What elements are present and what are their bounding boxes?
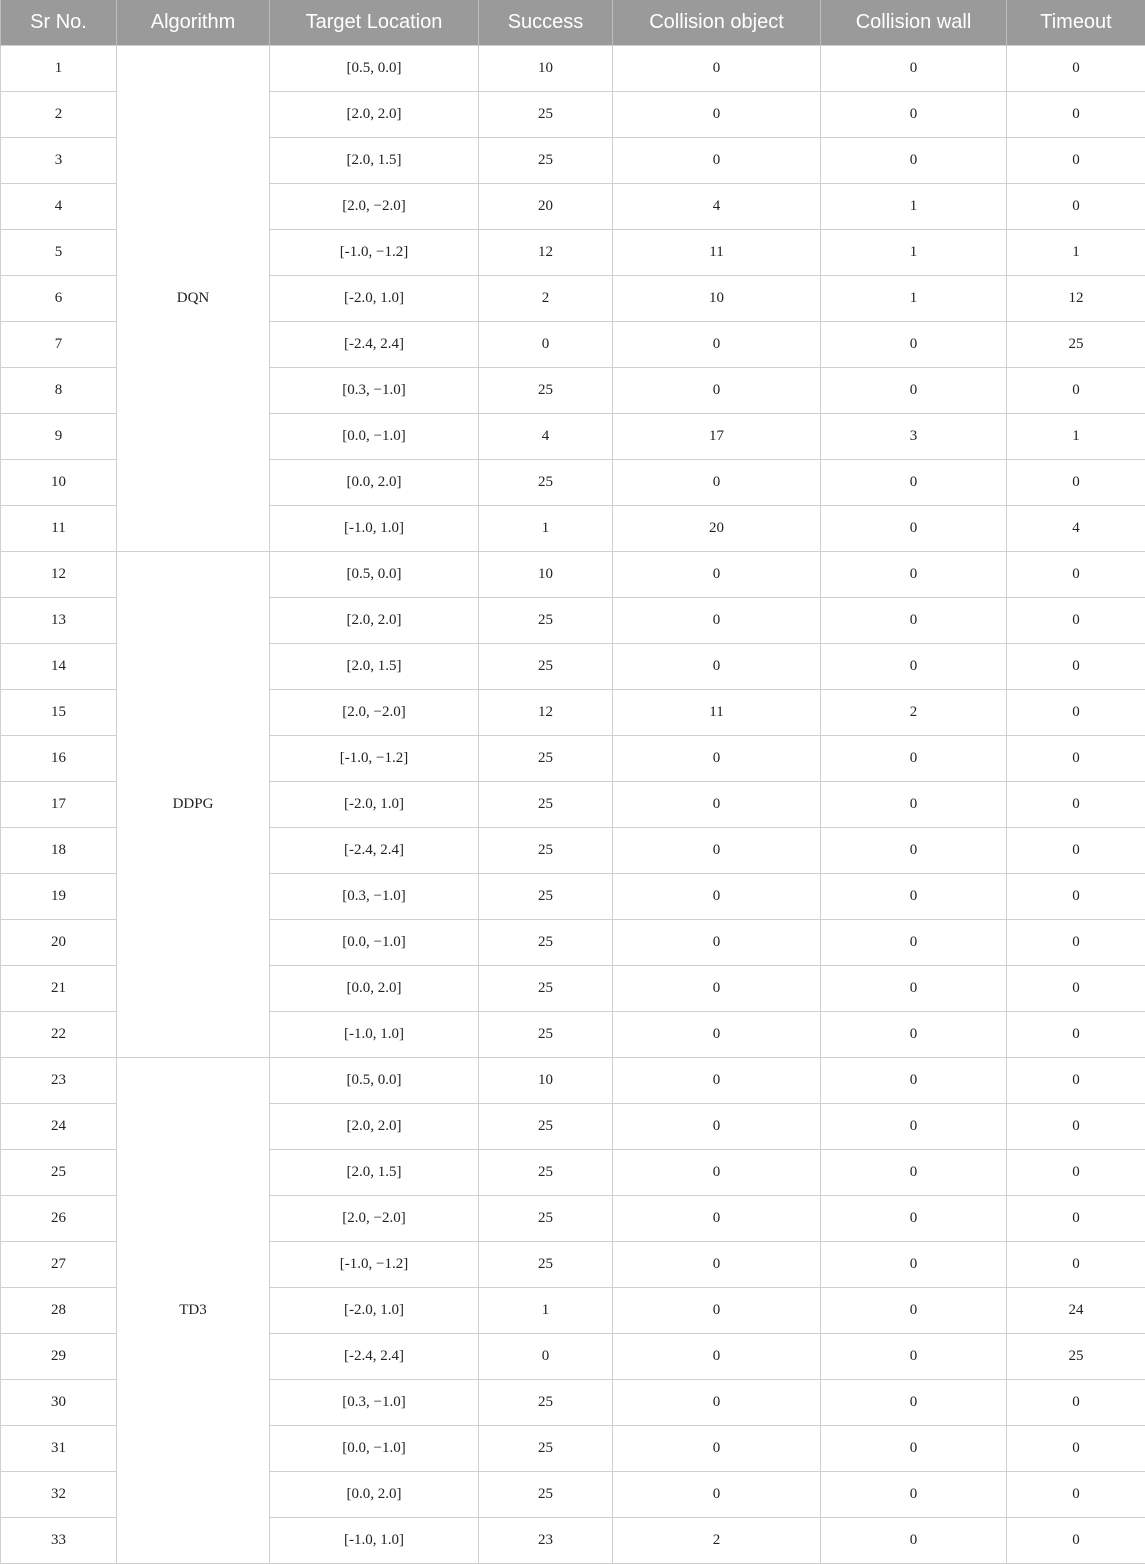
cell-timeout: 0 — [1007, 92, 1145, 138]
cell-collision-object: 20 — [613, 506, 821, 552]
cell-sr-no: 12 — [1, 552, 117, 598]
cell-timeout: 0 — [1007, 874, 1145, 920]
cell-success: 0 — [479, 1334, 613, 1380]
cell-target-location: [2.0, 2.0] — [270, 1104, 479, 1150]
cell-timeout: 0 — [1007, 138, 1145, 184]
cell-algorithm: DDPG — [117, 552, 270, 1058]
cell-sr-no: 29 — [1, 1334, 117, 1380]
cell-target-location: [2.0, 2.0] — [270, 598, 479, 644]
cell-success: 25 — [479, 966, 613, 1012]
cell-target-location: [0.5, 0.0] — [270, 552, 479, 598]
cell-timeout: 24 — [1007, 1288, 1145, 1334]
cell-collision-wall: 0 — [821, 138, 1007, 184]
cell-sr-no: 33 — [1, 1518, 117, 1564]
table-body — [1, 46, 1145, 1564]
cell-success: 25 — [479, 1104, 613, 1150]
cell-collision-wall: 0 — [821, 598, 1007, 644]
cell-collision-wall: 0 — [821, 1518, 1007, 1564]
cell-timeout: 0 — [1007, 828, 1145, 874]
cell-sr-no: 4 — [1, 184, 117, 230]
cell-collision-object: 10 — [613, 276, 821, 322]
cell-sr-no: 22 — [1, 1012, 117, 1058]
cell-algorithm: TD3 — [117, 1058, 270, 1564]
table-row — [1, 1058, 1145, 1104]
cell-target-location: [0.0, 2.0] — [270, 1472, 479, 1518]
cell-timeout: 0 — [1007, 460, 1145, 506]
cell-collision-object: 0 — [613, 322, 821, 368]
cell-collision-wall: 0 — [821, 874, 1007, 920]
cell-target-location: [-1.0, 1.0] — [270, 506, 479, 552]
cell-target-location: [2.0, −2.0] — [270, 184, 479, 230]
cell-collision-object: 0 — [613, 828, 821, 874]
cell-collision-wall: 0 — [821, 966, 1007, 1012]
cell-sr-no: 26 — [1, 1196, 117, 1242]
cell-collision-object: 0 — [613, 552, 821, 598]
cell-timeout: 0 — [1007, 184, 1145, 230]
cell-timeout: 0 — [1007, 1380, 1145, 1426]
cell-sr-no: 31 — [1, 1426, 117, 1472]
cell-collision-object: 0 — [613, 368, 821, 414]
cell-collision-wall: 0 — [821, 92, 1007, 138]
cell-timeout: 0 — [1007, 1012, 1145, 1058]
cell-success: 12 — [479, 690, 613, 736]
cell-success: 25 — [479, 782, 613, 828]
cell-collision-wall: 0 — [821, 1104, 1007, 1150]
cell-success: 25 — [479, 92, 613, 138]
cell-collision-wall: 0 — [821, 1334, 1007, 1380]
cell-sr-no: 18 — [1, 828, 117, 874]
cell-success: 1 — [479, 506, 613, 552]
cell-timeout: 0 — [1007, 1242, 1145, 1288]
cell-collision-wall: 0 — [821, 1150, 1007, 1196]
cell-collision-wall: 0 — [821, 1196, 1007, 1242]
cell-collision-wall: 0 — [821, 460, 1007, 506]
cell-success: 4 — [479, 414, 613, 460]
header-collision-object: Collision object — [613, 0, 821, 46]
cell-sr-no: 25 — [1, 1150, 117, 1196]
cell-timeout: 0 — [1007, 966, 1145, 1012]
cell-success: 10 — [479, 1058, 613, 1104]
cell-target-location: [-1.0, −1.2] — [270, 230, 479, 276]
cell-timeout: 1 — [1007, 414, 1145, 460]
cell-target-location: [-1.0, 1.0] — [270, 1518, 479, 1564]
cell-sr-no: 24 — [1, 1104, 117, 1150]
cell-target-location: [-2.0, 1.0] — [270, 782, 479, 828]
cell-timeout: 0 — [1007, 1426, 1145, 1472]
cell-collision-wall: 0 — [821, 644, 1007, 690]
cell-collision-object: 4 — [613, 184, 821, 230]
header-success: Success — [479, 0, 613, 46]
cell-success: 10 — [479, 46, 613, 92]
cell-collision-object: 0 — [613, 460, 821, 506]
cell-collision-object: 0 — [613, 920, 821, 966]
cell-collision-object: 0 — [613, 598, 821, 644]
cell-collision-wall: 0 — [821, 1012, 1007, 1058]
cell-sr-no: 32 — [1, 1472, 117, 1518]
cell-collision-object: 0 — [613, 644, 821, 690]
cell-target-location: [2.0, −2.0] — [270, 690, 479, 736]
cell-success: 25 — [479, 828, 613, 874]
cell-sr-no: 28 — [1, 1288, 117, 1334]
header-timeout: Timeout — [1007, 0, 1145, 46]
cell-collision-object: 0 — [613, 1472, 821, 1518]
cell-target-location: [2.0, −2.0] — [270, 1196, 479, 1242]
cell-sr-no: 30 — [1, 1380, 117, 1426]
cell-timeout: 12 — [1007, 276, 1145, 322]
cell-collision-object: 0 — [613, 1012, 821, 1058]
cell-sr-no: 2 — [1, 92, 117, 138]
cell-collision-wall: 2 — [821, 690, 1007, 736]
cell-sr-no: 15 — [1, 690, 117, 736]
cell-target-location: [2.0, 1.5] — [270, 138, 479, 184]
header-target-location: Target Location — [270, 0, 479, 46]
cell-success: 1 — [479, 1288, 613, 1334]
cell-target-location: [-2.4, 2.4] — [270, 828, 479, 874]
cell-collision-wall: 0 — [821, 736, 1007, 782]
header-collision-wall: Collision wall — [821, 0, 1007, 46]
cell-target-location: [-2.4, 2.4] — [270, 322, 479, 368]
cell-success: 25 — [479, 368, 613, 414]
cell-collision-wall: 0 — [821, 322, 1007, 368]
cell-timeout: 0 — [1007, 46, 1145, 92]
cell-collision-object: 0 — [613, 46, 821, 92]
cell-collision-wall: 0 — [821, 1288, 1007, 1334]
table-row — [1, 46, 1145, 92]
cell-success: 10 — [479, 552, 613, 598]
cell-sr-no: 21 — [1, 966, 117, 1012]
cell-success: 23 — [479, 1518, 613, 1564]
cell-collision-wall: 0 — [821, 1058, 1007, 1104]
cell-sr-no: 5 — [1, 230, 117, 276]
cell-sr-no: 20 — [1, 920, 117, 966]
cell-timeout: 0 — [1007, 1058, 1145, 1104]
cell-target-location: [0.0, 2.0] — [270, 966, 479, 1012]
cell-collision-object: 0 — [613, 1150, 821, 1196]
cell-target-location: [0.0, −1.0] — [270, 1426, 479, 1472]
cell-collision-object: 0 — [613, 874, 821, 920]
cell-collision-object: 0 — [613, 1426, 821, 1472]
cell-collision-wall: 1 — [821, 230, 1007, 276]
cell-collision-object: 0 — [613, 1334, 821, 1380]
table-row — [1, 552, 1145, 598]
cell-timeout: 0 — [1007, 690, 1145, 736]
cell-sr-no: 13 — [1, 598, 117, 644]
cell-timeout: 0 — [1007, 782, 1145, 828]
cell-collision-object: 2 — [613, 1518, 821, 1564]
cell-target-location: [0.3, −1.0] — [270, 368, 479, 414]
cell-collision-object: 11 — [613, 690, 821, 736]
cell-target-location: [0.0, −1.0] — [270, 414, 479, 460]
cell-timeout: 4 — [1007, 506, 1145, 552]
cell-timeout: 0 — [1007, 1518, 1145, 1564]
cell-sr-no: 14 — [1, 644, 117, 690]
cell-sr-no: 9 — [1, 414, 117, 460]
cell-collision-object: 0 — [613, 966, 821, 1012]
cell-collision-object: 0 — [613, 1196, 821, 1242]
cell-collision-wall: 1 — [821, 276, 1007, 322]
cell-sr-no: 6 — [1, 276, 117, 322]
cell-success: 25 — [479, 598, 613, 644]
cell-sr-no: 17 — [1, 782, 117, 828]
cell-sr-no: 8 — [1, 368, 117, 414]
cell-collision-object: 11 — [613, 230, 821, 276]
cell-timeout: 0 — [1007, 598, 1145, 644]
cell-target-location: [0.5, 0.0] — [270, 1058, 479, 1104]
cell-collision-wall: 1 — [821, 184, 1007, 230]
cell-target-location: [0.3, −1.0] — [270, 1380, 479, 1426]
cell-target-location: [-1.0, −1.2] — [270, 1242, 479, 1288]
cell-sr-no: 23 — [1, 1058, 117, 1104]
cell-timeout: 0 — [1007, 1150, 1145, 1196]
cell-target-location: [-2.0, 1.0] — [270, 1288, 479, 1334]
cell-success: 20 — [479, 184, 613, 230]
cell-collision-wall: 0 — [821, 368, 1007, 414]
cell-sr-no: 1 — [1, 46, 117, 92]
cell-success: 25 — [479, 920, 613, 966]
cell-target-location: [2.0, 1.5] — [270, 1150, 479, 1196]
cell-target-location: [-2.0, 1.0] — [270, 276, 479, 322]
cell-collision-object: 0 — [613, 1242, 821, 1288]
cell-collision-wall: 0 — [821, 552, 1007, 598]
header-row — [1, 0, 1145, 46]
cell-success: 25 — [479, 1150, 613, 1196]
cell-success: 25 — [479, 1380, 613, 1426]
cell-collision-object: 0 — [613, 1288, 821, 1334]
cell-target-location: [0.0, −1.0] — [270, 920, 479, 966]
cell-target-location: [-1.0, 1.0] — [270, 1012, 479, 1058]
header-sr-no: Sr No. — [1, 0, 117, 46]
cell-sr-no: 11 — [1, 506, 117, 552]
cell-target-location: [0.0, 2.0] — [270, 460, 479, 506]
cell-collision-wall: 0 — [821, 1426, 1007, 1472]
cell-sr-no: 27 — [1, 1242, 117, 1288]
cell-collision-object: 0 — [613, 92, 821, 138]
cell-collision-object: 0 — [613, 782, 821, 828]
cell-success: 25 — [479, 1472, 613, 1518]
cell-timeout: 0 — [1007, 1472, 1145, 1518]
cell-collision-object: 17 — [613, 414, 821, 460]
cell-success: 25 — [479, 138, 613, 184]
cell-collision-wall: 0 — [821, 1472, 1007, 1518]
cell-collision-object: 0 — [613, 1380, 821, 1426]
cell-collision-wall: 0 — [821, 46, 1007, 92]
cell-success: 25 — [479, 1242, 613, 1288]
cell-timeout: 0 — [1007, 644, 1145, 690]
cell-success: 25 — [479, 460, 613, 506]
cell-target-location: [0.3, −1.0] — [270, 874, 479, 920]
cell-collision-object: 0 — [613, 736, 821, 782]
cell-timeout: 1 — [1007, 230, 1145, 276]
cell-sr-no: 3 — [1, 138, 117, 184]
cell-timeout: 0 — [1007, 920, 1145, 966]
cell-success: 12 — [479, 230, 613, 276]
cell-sr-no: 7 — [1, 322, 117, 368]
cell-success: 0 — [479, 322, 613, 368]
cell-timeout: 25 — [1007, 322, 1145, 368]
cell-collision-object: 0 — [613, 1104, 821, 1150]
cell-collision-object: 0 — [613, 138, 821, 184]
cell-target-location: [-1.0, −1.2] — [270, 736, 479, 782]
cell-success: 25 — [479, 736, 613, 782]
header-algorithm: Algorithm — [117, 0, 270, 46]
cell-timeout: 0 — [1007, 552, 1145, 598]
cell-timeout: 0 — [1007, 736, 1145, 782]
cell-sr-no: 10 — [1, 460, 117, 506]
cell-collision-object: 0 — [613, 1058, 821, 1104]
cell-collision-wall: 0 — [821, 828, 1007, 874]
cell-collision-wall: 0 — [821, 1242, 1007, 1288]
cell-timeout: 25 — [1007, 1334, 1145, 1380]
cell-success: 25 — [479, 1012, 613, 1058]
cell-sr-no: 19 — [1, 874, 117, 920]
cell-timeout: 0 — [1007, 1104, 1145, 1150]
cell-collision-wall: 0 — [821, 1380, 1007, 1426]
cell-target-location: [2.0, 1.5] — [270, 644, 479, 690]
cell-collision-wall: 0 — [821, 782, 1007, 828]
cell-target-location: [2.0, 2.0] — [270, 92, 479, 138]
cell-timeout: 0 — [1007, 1196, 1145, 1242]
cell-timeout: 0 — [1007, 368, 1145, 414]
cell-success: 25 — [479, 644, 613, 690]
cell-target-location: [-2.4, 2.4] — [270, 1334, 479, 1380]
cell-collision-wall: 0 — [821, 920, 1007, 966]
cell-algorithm: DQN — [117, 46, 270, 552]
cell-success: 25 — [479, 1196, 613, 1242]
cell-collision-wall: 0 — [821, 506, 1007, 552]
cell-target-location: [0.5, 0.0] — [270, 46, 479, 92]
cell-success: 25 — [479, 874, 613, 920]
cell-success: 2 — [479, 276, 613, 322]
cell-success: 25 — [479, 1426, 613, 1472]
cell-collision-wall: 3 — [821, 414, 1007, 460]
cell-sr-no: 16 — [1, 736, 117, 782]
